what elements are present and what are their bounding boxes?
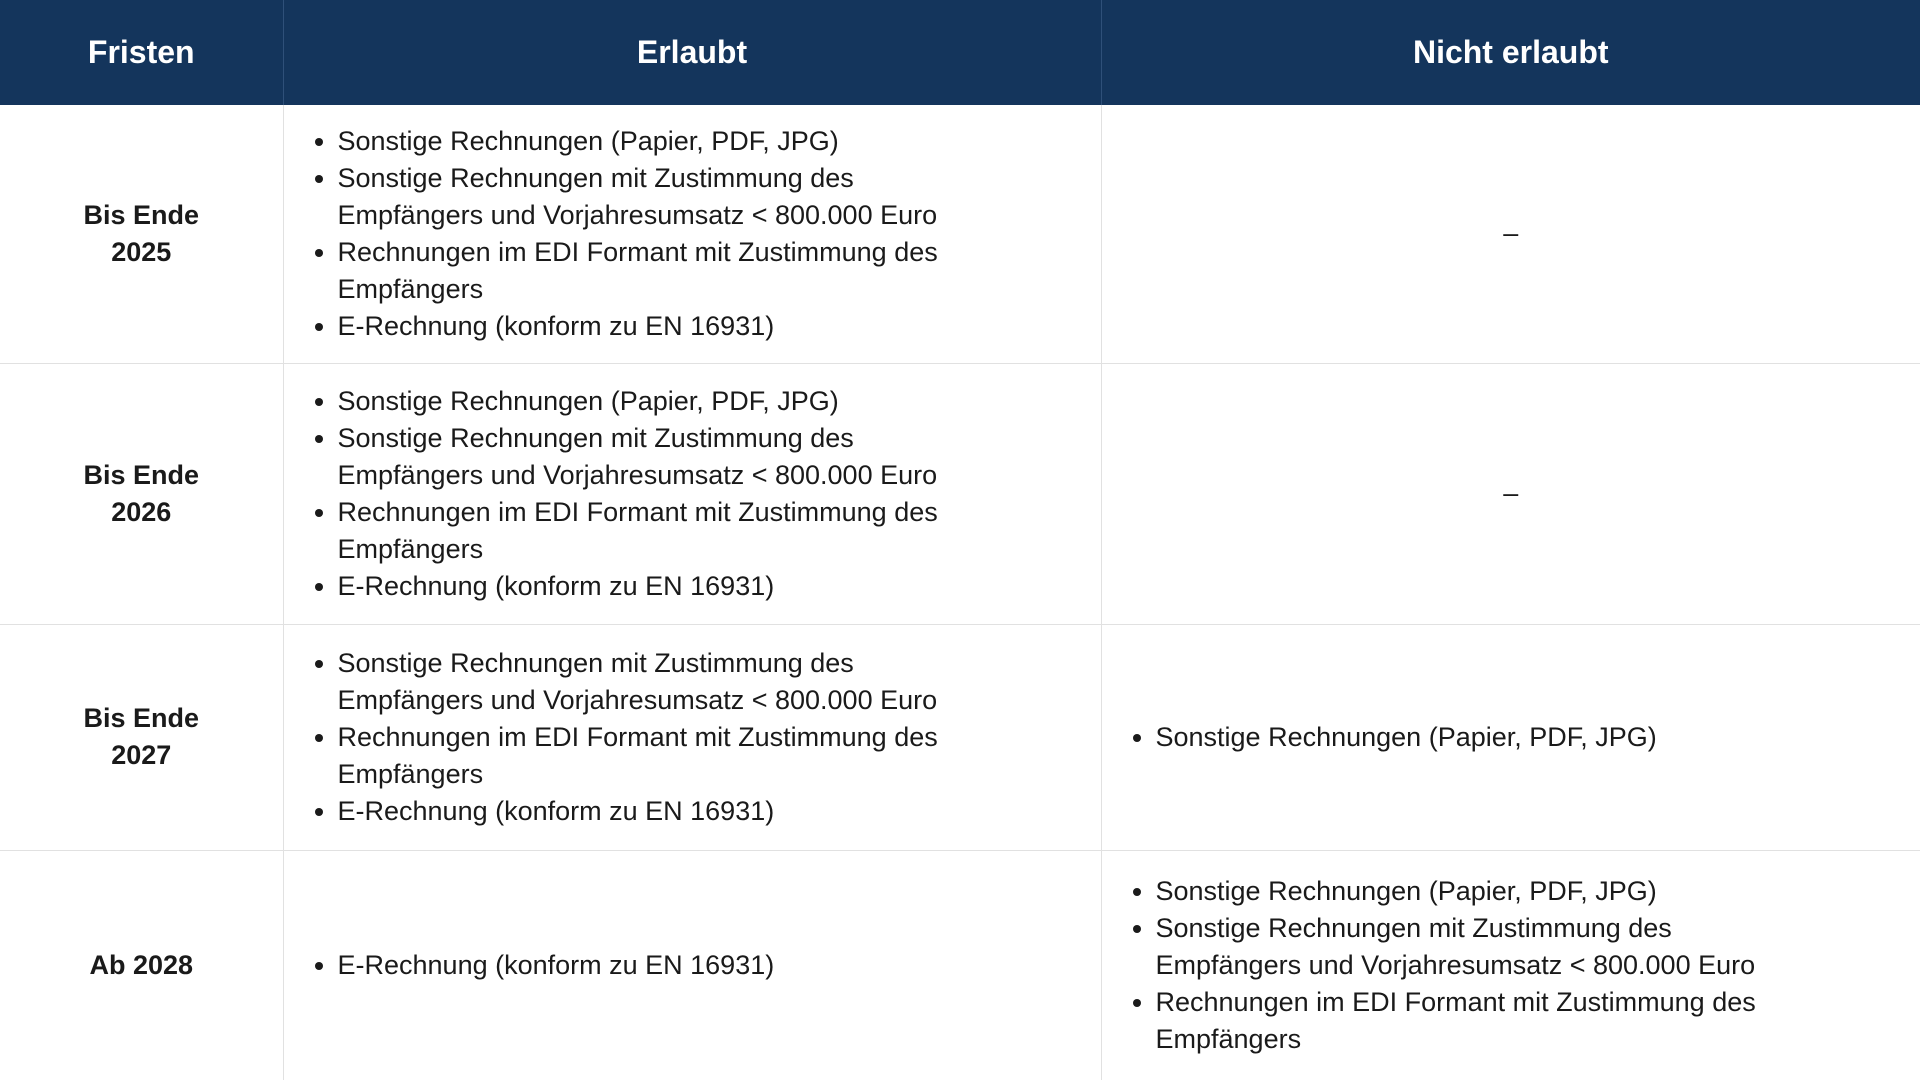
list-item: • Sonstige Rechnungen (Papier, PDF, JPG) <box>1156 719 1811 756</box>
list-item: • Sonstige Rechnungen (Papier, PDF, JPG) <box>1156 873 1811 910</box>
header-erlaubt: Erlaubt <box>283 0 1101 105</box>
period-label: Bis Ende 2026 <box>83 459 200 527</box>
list-item: • Rechnungen im EDI Formant mit Zustimmung des Empfängers <box>338 234 981 308</box>
list-item: • E-Rechnung (konform zu EN 16931) <box>338 308 981 345</box>
header-fristen: Fristen <box>0 0 283 105</box>
not-allowed-cell <box>1101 624 1920 850</box>
allowed-list <box>284 123 1101 345</box>
allowed-list <box>284 383 1101 605</box>
list-item: • Sonstige Rechnungen mit Zustimmung des Empfängers und Vorjahresumsatz < 800.000 Euro <box>338 420 981 494</box>
allowed-cell <box>283 850 1101 1080</box>
header-nicht-erlaubt: Nicht erlaubt <box>1101 0 1920 105</box>
list-item: • Sonstige Rechnungen mit Zustimmung des Empfängers und Vorjahresumsatz < 800.000 Euro <box>338 645 981 719</box>
table-body <box>0 105 1920 1080</box>
table-row <box>0 105 1920 363</box>
allowed-list <box>284 947 1101 984</box>
period-cell <box>0 105 283 363</box>
allowed-cell <box>283 624 1101 850</box>
period-label: Bis Ende 2025 <box>83 199 200 267</box>
list-item: • E-Rechnung (konform zu EN 16931) <box>338 568 981 605</box>
not-allowed-list <box>1102 873 1920 1058</box>
not-allowed-cell <box>1101 850 1920 1080</box>
list-item: • Sonstige Rechnungen mit Zustimmung des Empfängers und Vorjahresumsatz < 800.000 Euro <box>1156 910 1811 984</box>
empty-dash: – <box>1503 218 1519 249</box>
list-item: • Rechnungen im EDI Formant mit Zustimmung des Empfängers <box>338 719 981 793</box>
period-cell <box>0 624 283 850</box>
list-item: • E-Rechnung (konform zu EN 16931) <box>338 793 981 830</box>
table-header <box>0 0 1920 105</box>
period-cell <box>0 850 283 1080</box>
list-item: • Rechnungen im EDI Formant mit Zustimmung des Empfängers <box>338 494 981 568</box>
not-allowed-cell <box>1101 105 1920 363</box>
not-allowed-cell <box>1101 363 1920 624</box>
allowed-cell <box>283 363 1101 624</box>
empty-dash: – <box>1503 478 1519 508</box>
list-item: • Sonstige Rechnungen (Papier, PDF, JPG) <box>338 123 981 160</box>
period-cell <box>0 363 283 624</box>
period-label: Bis Ende 2027 <box>83 703 200 770</box>
list-item: • E-Rechnung (konform zu EN 16931) <box>338 947 981 984</box>
allowed-list <box>284 645 1101 830</box>
allowed-cell <box>283 105 1101 363</box>
table-row <box>0 363 1920 624</box>
table-row <box>0 624 1920 850</box>
table-row <box>0 850 1920 1080</box>
period-label: Ab 2028 <box>89 949 194 980</box>
list-item: • Rechnungen im EDI Formant mit Zustimmung des Empfängers <box>1156 984 1811 1058</box>
list-item: • Sonstige Rechnungen mit Zustimmung des Empfängers und Vorjahresumsatz < 800.000 Euro <box>338 160 981 234</box>
not-allowed-list <box>1102 719 1920 756</box>
list-item: • Sonstige Rechnungen (Papier, PDF, JPG) <box>338 383 981 420</box>
header-row <box>0 0 1920 105</box>
